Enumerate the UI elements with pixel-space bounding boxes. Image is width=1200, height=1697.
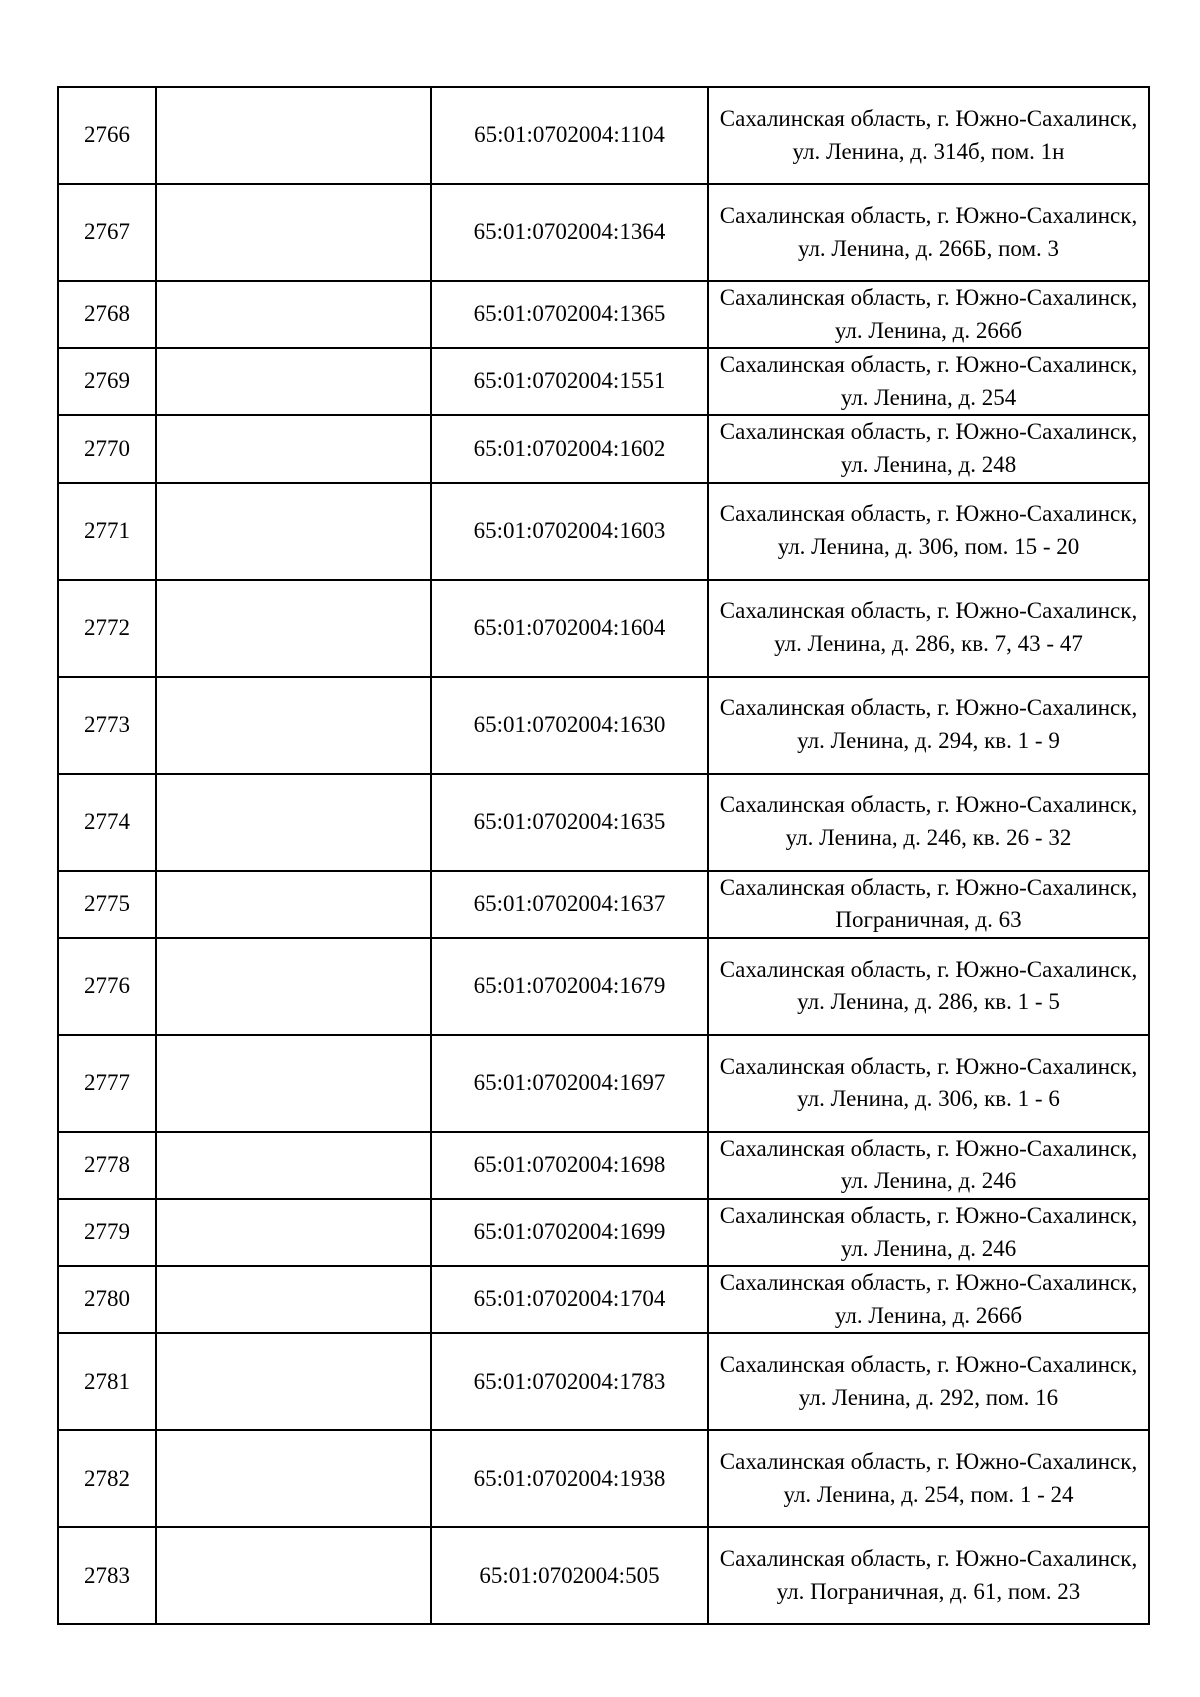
cadastral-number: 65:01:0702004:1630 xyxy=(431,677,708,774)
owner-cell xyxy=(156,677,431,774)
table-row xyxy=(58,580,1149,677)
owner-cell xyxy=(156,1035,431,1132)
property-registry-table xyxy=(57,86,1150,1625)
owner-cell xyxy=(156,1132,431,1199)
owner-cell xyxy=(156,1527,431,1624)
address-cell: Сахалинская область, г. Южно-Сахалинск, ул. Ленина, д. 266б xyxy=(708,281,1149,348)
cadastral-number: 65:01:0702004:1364 xyxy=(431,184,708,281)
cadastral-number: 65:01:0702004:1635 xyxy=(431,774,708,871)
table-row xyxy=(58,415,1149,482)
table-row xyxy=(58,1132,1149,1199)
row-number: 2766 xyxy=(58,87,156,184)
cadastral-number: 65:01:0702004:1365 xyxy=(431,281,708,348)
table-row xyxy=(58,1266,1149,1333)
row-number: 2775 xyxy=(58,871,156,938)
cadastral-number: 65:01:0702004:1637 xyxy=(431,871,708,938)
owner-cell xyxy=(156,281,431,348)
row-number: 2774 xyxy=(58,774,156,871)
owner-cell xyxy=(156,483,431,580)
owner-cell xyxy=(156,774,431,871)
row-number: 2781 xyxy=(58,1333,156,1430)
table-row xyxy=(58,774,1149,871)
row-number: 2782 xyxy=(58,1430,156,1527)
table-row xyxy=(58,1430,1149,1527)
cadastral-number: 65:01:0702004:1604 xyxy=(431,580,708,677)
row-number: 2783 xyxy=(58,1527,156,1624)
address-cell: Сахалинская область, г. Южно-Сахалинск, Пограничная, д. 63 xyxy=(708,871,1149,938)
address-cell: Сахалинская область, г. Южно-Сахалинск, ул. Ленина, д. 286, кв. 7, 43 - 47 xyxy=(708,580,1149,677)
owner-cell xyxy=(156,580,431,677)
owner-cell xyxy=(156,415,431,482)
table-row xyxy=(58,184,1149,281)
cadastral-number: 65:01:0702004:505 xyxy=(431,1527,708,1624)
owner-cell xyxy=(156,184,431,281)
table-body xyxy=(58,87,1149,1624)
cadastral-number: 65:01:0702004:1699 xyxy=(431,1199,708,1266)
row-number: 2779 xyxy=(58,1199,156,1266)
address-cell: Сахалинская область, г. Южно-Сахалинск, ул. Ленина, д. 246 xyxy=(708,1132,1149,1199)
owner-cell xyxy=(156,1333,431,1430)
cadastral-number: 65:01:0702004:1602 xyxy=(431,415,708,482)
row-number: 2780 xyxy=(58,1266,156,1333)
row-number: 2767 xyxy=(58,184,156,281)
table-row xyxy=(58,1199,1149,1266)
table-row xyxy=(58,1333,1149,1430)
table-row xyxy=(58,87,1149,184)
table-row xyxy=(58,1527,1149,1624)
cadastral-number: 65:01:0702004:1679 xyxy=(431,938,708,1035)
cadastral-number: 65:01:0702004:1698 xyxy=(431,1132,708,1199)
table-row xyxy=(58,677,1149,774)
address-cell: Сахалинская область, г. Южно-Сахалинск, ул. Пограничная, д. 61, пом. 23 xyxy=(708,1527,1149,1624)
address-cell: Сахалинская область, г. Южно-Сахалинск, ул. Ленина, д. 314б, пом. 1н xyxy=(708,87,1149,184)
address-cell: Сахалинская область, г. Южно-Сахалинск, ул. Ленина, д. 286, кв. 1 - 5 xyxy=(708,938,1149,1035)
cadastral-number: 65:01:0702004:1704 xyxy=(431,1266,708,1333)
row-number: 2777 xyxy=(58,1035,156,1132)
table-row xyxy=(58,1035,1149,1132)
owner-cell xyxy=(156,87,431,184)
cadastral-number: 65:01:0702004:1697 xyxy=(431,1035,708,1132)
address-cell: Сахалинская область, г. Южно-Сахалинск, ул. Ленина, д. 266б xyxy=(708,1266,1149,1333)
cadastral-number: 65:01:0702004:1551 xyxy=(431,348,708,415)
address-cell: Сахалинская область, г. Южно-Сахалинск, ул. Ленина, д. 294, кв. 1 - 9 xyxy=(708,677,1149,774)
address-cell: Сахалинская область, г. Южно-Сахалинск, ул. Ленина, д. 292, пом. 16 xyxy=(708,1333,1149,1430)
table-row xyxy=(58,483,1149,580)
row-number: 2770 xyxy=(58,415,156,482)
address-cell: Сахалинская область, г. Южно-Сахалинск, ул. Ленина, д. 254, пом. 1 - 24 xyxy=(708,1430,1149,1527)
row-number: 2771 xyxy=(58,483,156,580)
owner-cell xyxy=(156,1430,431,1527)
address-cell: Сахалинская область, г. Южно-Сахалинск, ул. Ленина, д. 266Б, пом. 3 xyxy=(708,184,1149,281)
owner-cell xyxy=(156,871,431,938)
table-row xyxy=(58,281,1149,348)
owner-cell xyxy=(156,348,431,415)
address-cell: Сахалинская область, г. Южно-Сахалинск, ул. Ленина, д. 246, кв. 26 - 32 xyxy=(708,774,1149,871)
cadastral-number: 65:01:0702004:1783 xyxy=(431,1333,708,1430)
owner-cell xyxy=(156,1199,431,1266)
address-cell: Сахалинская область, г. Южно-Сахалинск, ул. Ленина, д. 248 xyxy=(708,415,1149,482)
row-number: 2769 xyxy=(58,348,156,415)
cadastral-number: 65:01:0702004:1938 xyxy=(431,1430,708,1527)
table-row xyxy=(58,871,1149,938)
row-number: 2773 xyxy=(58,677,156,774)
row-number: 2776 xyxy=(58,938,156,1035)
row-number: 2772 xyxy=(58,580,156,677)
cadastral-number: 65:01:0702004:1104 xyxy=(431,87,708,184)
address-cell: Сахалинская область, г. Южно-Сахалинск, ул. Ленина, д. 254 xyxy=(708,348,1149,415)
address-cell: Сахалинская область, г. Южно-Сахалинск, ул. Ленина, д. 306, пом. 15 - 20 xyxy=(708,483,1149,580)
cadastral-number: 65:01:0702004:1603 xyxy=(431,483,708,580)
table-row xyxy=(58,938,1149,1035)
owner-cell xyxy=(156,938,431,1035)
row-number: 2778 xyxy=(58,1132,156,1199)
address-cell: Сахалинская область, г. Южно-Сахалинск, ул. Ленина, д. 306, кв. 1 - 6 xyxy=(708,1035,1149,1132)
owner-cell xyxy=(156,1266,431,1333)
row-number: 2768 xyxy=(58,281,156,348)
address-cell: Сахалинская область, г. Южно-Сахалинск, ул. Ленина, д. 246 xyxy=(708,1199,1149,1266)
table-row xyxy=(58,348,1149,415)
